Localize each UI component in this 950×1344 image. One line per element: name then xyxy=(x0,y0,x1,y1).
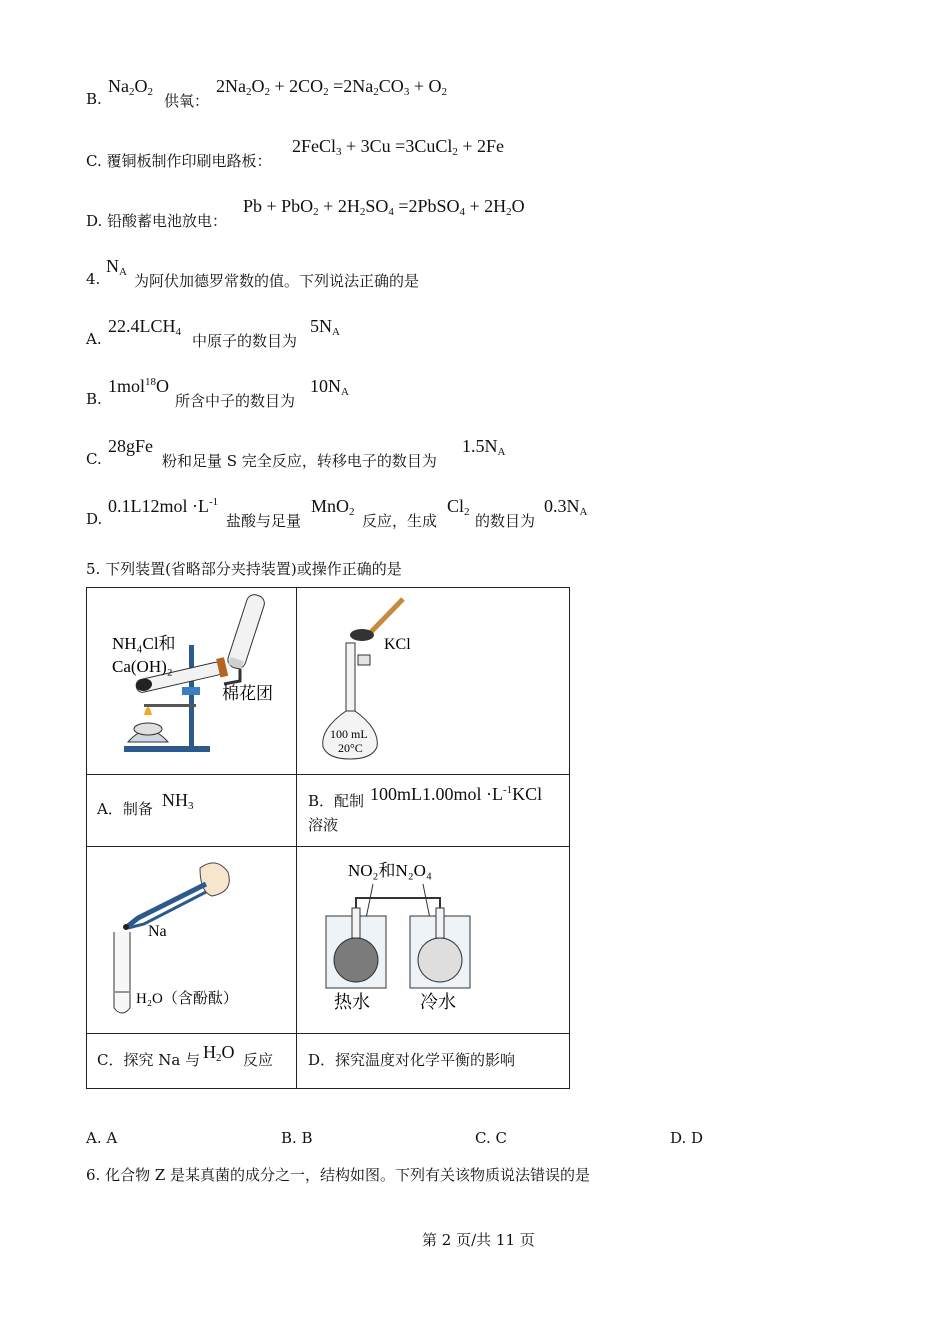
cell-a-label-base: Ca(OH)₂ xyxy=(112,657,173,676)
cell-b-caption-text2: 溶液 xyxy=(308,816,339,834)
cell-b-label-kcl: KCl xyxy=(384,636,411,653)
q4-option-a-value: $5N_A$ xyxy=(310,316,340,338)
q4-stem: 为阿伏加德罗常数的值。下列说法正确的是 xyxy=(134,272,420,290)
cell-a-caption-formula: $NH_3$ xyxy=(162,790,194,812)
cell-b-label-volume: 100 mL xyxy=(330,727,368,741)
cell-a-label-reagent: NH₄Cl和 xyxy=(112,634,176,653)
q5-choice-b: B. B xyxy=(281,1129,313,1147)
q5-choice-d: D. D xyxy=(670,1129,704,1147)
q4-option-c-text: 粉和足量 S 完全反应，转移电子的数目为 xyxy=(162,452,437,470)
q3-option-b-formula: $Na_2O_2$ xyxy=(108,76,153,98)
cell-a-label-cotton: 棉花团 xyxy=(222,684,273,703)
cell-c-caption-text: C．探究 Na 与 xyxy=(97,1051,201,1069)
q4-option-b-label: B. xyxy=(86,390,102,408)
q5-choice-c: C. C xyxy=(475,1129,507,1147)
q4-option-d-formula: $0.1L12mol \cdot L^{-1}$ xyxy=(108,496,219,516)
cell-d-label-hot: 热水 xyxy=(334,992,370,1012)
cell-d-label-gas: NO₂和N₂O₄ xyxy=(348,861,432,880)
cell-b-label-temp: 20°C xyxy=(338,741,363,755)
q3-option-d-equation: $Pb + PbO_2 + 2H_2SO_4$ =2PbSO$_4$ + $2H_2O$ xyxy=(243,196,525,218)
cell-b-caption-formula: $100mL1.00mol \cdot L^{-1}KCl$ xyxy=(370,784,543,804)
q4-option-d-cl2: $Cl_2$ xyxy=(447,496,470,518)
q4-option-b-formula: 1mol$^{18}$O xyxy=(108,376,170,396)
q4-option-d-mno2: MnO$_2$ xyxy=(311,496,355,518)
q6-stem: 6. 化合物 Z 是某真菌的成分之一，结构如图。下列有关该物质说法错误的是 xyxy=(86,1166,591,1184)
q3-option-c-label: C. 覆铜板制作印刷电路板： xyxy=(86,152,272,170)
q4-option-c-label: C. xyxy=(86,450,102,468)
q4-option-b-value: $10N_A$ xyxy=(310,376,349,398)
q4-option-d-label: D. xyxy=(86,510,103,528)
cell-b-caption-text: B．配制 xyxy=(308,792,365,810)
q3-option-b-text: 供氧： xyxy=(164,92,210,110)
cell-c-label-water: H₂O（含酚酞） xyxy=(136,991,238,1007)
q4-option-d-text1: 盐酸与足量 xyxy=(226,512,302,530)
cell-d-label-cold: 冷水 xyxy=(420,992,456,1012)
q4-option-d-text3: 的数目为 xyxy=(475,512,536,530)
q4-option-a-text: 中原子的数目为 xyxy=(192,332,298,350)
q4-option-d-text2: 反应，生成 xyxy=(362,512,438,530)
q3-option-b-label: B. xyxy=(86,90,102,108)
q3-option-d-label: D. 铅酸蓄电池放电： xyxy=(86,212,228,230)
q4-option-d-value: $0.3N_A$ xyxy=(544,496,588,518)
q3-option-b-equation: $2Na_2O_2 + 2CO_2 =2Na_2CO_3 + O_2$ xyxy=(216,76,447,98)
cell-d-caption-text: D．探究温度对化学平衡的影响 xyxy=(308,1051,516,1069)
q5-stem: 5. 下列装置(省略部分夹持装置)或操作正确的是 xyxy=(86,560,402,578)
q4-option-c-formula: 28gFe xyxy=(108,436,153,456)
q4-option-a-formula: $22.4LCH_4$ xyxy=(108,316,181,338)
q4-option-b-text: 所含中子的数目为 xyxy=(175,392,296,410)
q5-choice-a: A. A xyxy=(86,1129,118,1147)
q4-option-a-label: A. xyxy=(86,330,102,348)
cell-c-label-na: Na xyxy=(148,923,167,940)
q3-option-c-equation: 2FeCl$_3$ + 3Cu =3CuCl$_2$ + 2Fe xyxy=(292,136,504,158)
q4-option-c-value: $1.5N_A$ xyxy=(462,436,506,458)
page-footer: 第 2 页/共 11 页 xyxy=(422,1231,535,1249)
q4-na-symbol: $N_A$ xyxy=(106,256,127,278)
cell-c-caption-formula: $H_2O$ xyxy=(203,1042,235,1064)
volumetric-flask-figure xyxy=(298,589,569,774)
sodium-water-figure xyxy=(88,848,296,1033)
nh3-apparatus-figure xyxy=(88,589,296,774)
q4-number: 4. xyxy=(86,270,101,288)
cell-a-caption-text: A．制备 xyxy=(97,800,153,818)
cell-c-caption-text2: 反应 xyxy=(243,1051,274,1069)
equilibrium-figure xyxy=(298,848,569,1033)
